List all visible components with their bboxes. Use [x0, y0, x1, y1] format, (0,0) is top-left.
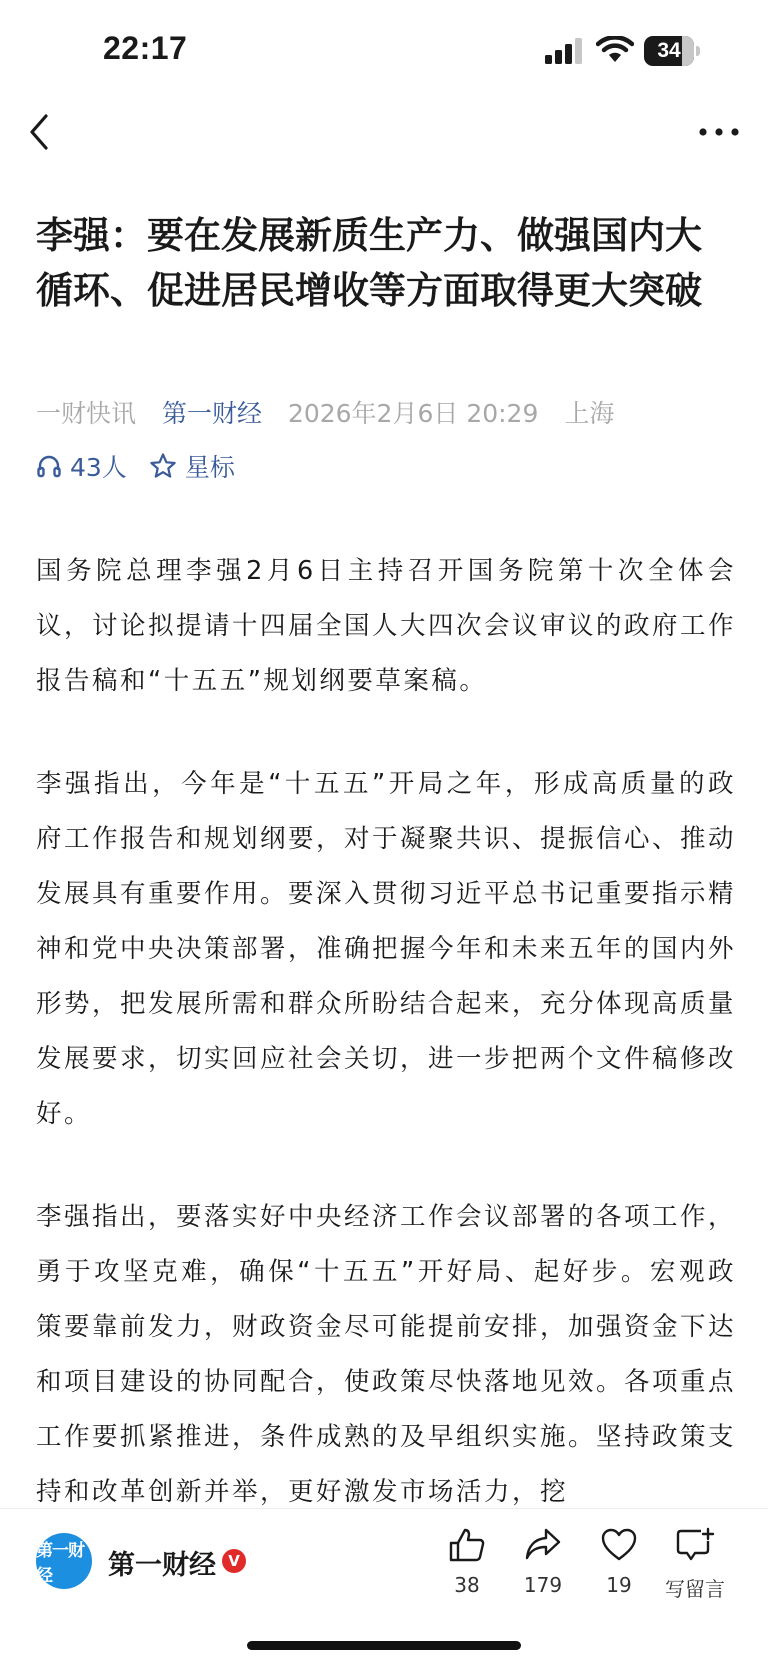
home-indicator	[247, 1641, 521, 1650]
share-button[interactable]	[508, 1527, 578, 1597]
like-button[interactable]	[432, 1527, 502, 1597]
write-comment-button[interactable]	[660, 1527, 730, 1602]
article-location: 上海	[564, 399, 615, 428]
article-source: 一财快讯	[36, 399, 137, 428]
article-meta	[36, 394, 632, 430]
heart-icon	[600, 1527, 638, 1563]
comment-add-icon	[675, 1527, 715, 1563]
publisher-logo[interactable]: 第一财经	[36, 1533, 92, 1589]
cellular-signal-icon	[545, 38, 585, 64]
like-count: 38	[454, 1573, 480, 1597]
write-comment-label: 写留言	[665, 1577, 725, 1601]
article-paragraph: 李强指出，今年是“十五五”开局之年，形成高质量的政府工作报告和规划纲要，对于凝聚共识、提振信心、推动发展具有重要作用。要深入贯彻习近平总书记重要指示精神和党中央决策部署，准确把握今年和未来五年的国内外形势，把发展所需和群众所盼结合起来，充分体现高质量发展要求，切实回应社会关切，进一步把两个文件稿修改好。	[36, 769, 737, 1129]
star-icon	[149, 452, 177, 480]
back-chevron-icon[interactable]	[26, 112, 54, 152]
publisher-name[interactable]: 第一财经	[108, 1550, 216, 1581]
article-outlet-link[interactable]: 第一财经	[161, 399, 262, 428]
wifi-icon	[596, 36, 634, 64]
thumbs-up-icon	[448, 1527, 486, 1563]
article-title: 李强：要在发展新质生产力、做强国内大循环、促进居民增收等方面取得更大突破	[36, 214, 702, 312]
headphones-icon	[36, 453, 62, 479]
listen-button[interactable]	[36, 448, 127, 484]
article-actions	[36, 448, 257, 484]
article-paragraph: 李强指出，要落实好中央经济工作会议部署的各项工作，勇于攻坚克难，确保“十五五”开好局、起好步。宏观政策要靠前发力，财政资金尽可能提前安排，加强资金下达和项目建设的协同配合，使政策尽快落地见效。各项重点工作要抓紧推进，条件成熟的及早组织实施。坚持政策支持和改革创新并举，更好激发市场活力，挖	[36, 1202, 737, 1507]
article-body	[36, 544, 736, 1568]
favorite-count: 19	[606, 1573, 632, 1597]
status-bar	[0, 0, 768, 100]
share-arrow-icon	[524, 1527, 562, 1563]
battery-indicator	[644, 36, 700, 66]
verified-badge: V	[222, 1549, 246, 1573]
status-time: 22:17	[103, 30, 188, 66]
favorite-button[interactable]	[584, 1527, 654, 1597]
star-button[interactable]	[149, 448, 235, 484]
battery-tip	[696, 46, 700, 56]
battery-percentage: 34	[657, 39, 681, 62]
star-label: 星标	[184, 453, 235, 482]
more-options-icon[interactable]	[696, 122, 742, 142]
listener-count: 43人	[70, 453, 127, 482]
article-date: 2026年2月6日 20:29	[287, 399, 539, 428]
article-paragraph: 国务院总理李强2月6日主持召开国务院第十次全体会议，讨论拟提请十四届全国人大四次会议审议的政府工作报告稿和“十五五”规划纲要草案稿。	[36, 556, 737, 696]
navigation-bar	[0, 100, 768, 170]
share-count: 179	[523, 1573, 563, 1597]
